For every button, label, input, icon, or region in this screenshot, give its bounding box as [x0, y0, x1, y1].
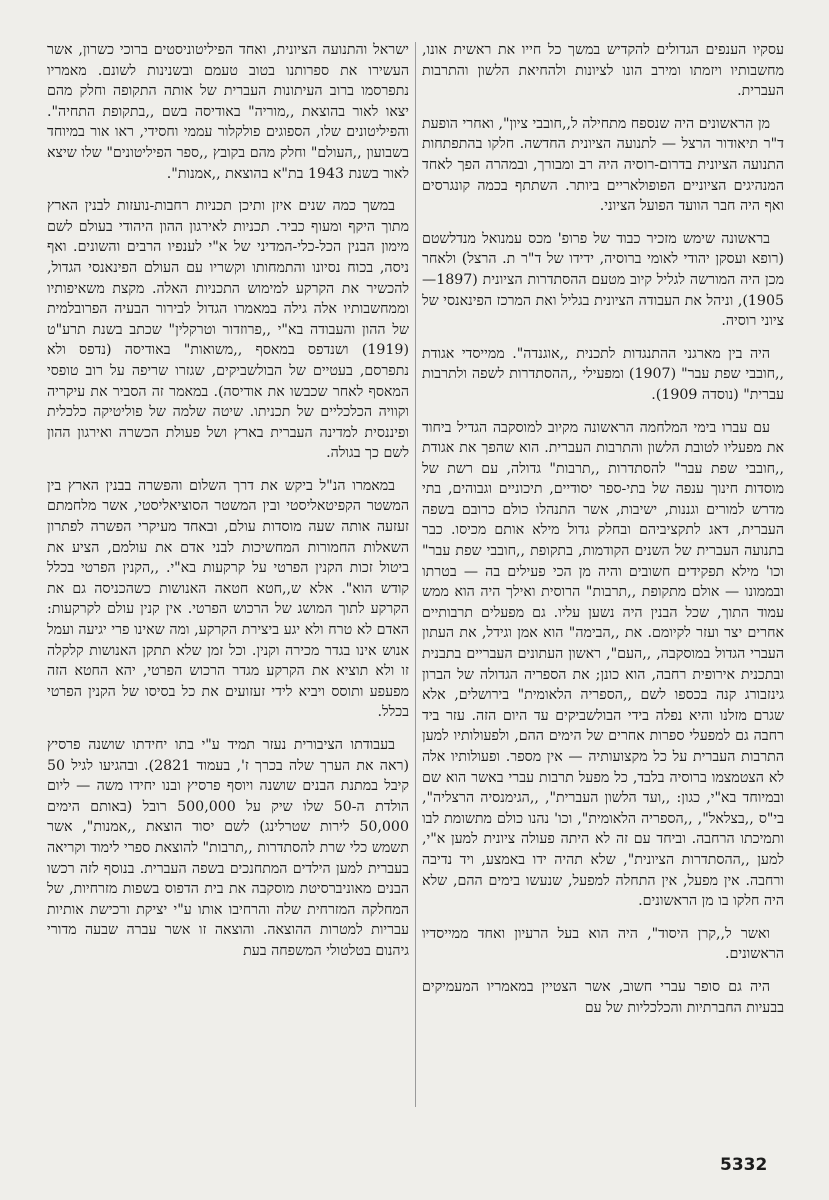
page-number: 5332 — [720, 1155, 768, 1175]
column-divider — [415, 42, 416, 1107]
text-column-left — [47, 40, 409, 1110]
paragraph: עם עברו בימי המלחמה הראשונה מקיוב למוסקבה הגדיל ביחוד את מפעליו לטובת הלשון והתרבות העברית. הוא שהפך את אגודת ,,חובבי שפת עבר" להסתדרות ,,תרבות" גדולה, עם רשת של מוסדות חינוך ענפה של בתי-ספר יסודיים, תיכוניים וגבוהים, בתי מדרש למורים וגננות, ישיבות, אשר התנהלו כולם כרובם בשפה העברית, דאג לתקציביהם ובחלק גדול מילא אותם מכיסו. כבר בתנועה העברית של השנים הקודמות, בתקופת ,,חובבי שפת עבר" וכו' מילא תפקידים חשובים והיה מן הכי פעילים בה — בטרתו ובממונו — אולם מתקופת ,,תרבות" הרוסית ואילך היה הוא ממש עמוד התוך, שכל הבנין היה נשען עליו. גם מפעלים תרבותיים אחרים יצר ועזר לקיומם. את ,,הבימה" הוא אמן וגידל, את העתון העברי הגדול במוסקבה, ,,העם", ראשון העתונים העבריים בתבנית ובתכנית אירופית רחבה, הוא כונן; את הספריה הגדולה של הברון גינזבורג קנה בכספו לשם ,,הספריה הלאומית" בירושלים, אלא שגרם מזלנו והיא נפלה בידי הבולשביקים עד היום הזה. עזר ביד רחבה גם למפעלי ספרות אחרים של הימים ההם, ולפעולותיו למען התרבות העברית על כל מקצועותיה — אין מספר. ופעולותיו אלה לא הצטמצמו ברוסיה בלבד, כל מפעל תרבות עברי באשר הוא שם ובמיוחד בא"י, כגון: ,,ועד הלשון העברית", ,,הגימנסיה הרצליה", בי"ס ,,בצלאל", ,,הספריה הלאומית", וכו' נהנו כולם מתשומת לבו ותמיכתו הרחבה. וביחד עם זה לא היתה פעולה ציונית למען א"י, למען ,,ההסתדרות הציונית", שלא תהיה ידו באמצע, ויד נדיבה ורחבה. אין מפעל, אין התחלה למפעל, שנעשו בימים ההם, שלא היה חלקו בו מן הראשונים. — [422, 419, 784, 910]
paragraph: במשך כמה שנים איזן ותיכן תכניות רחבות-נועזות לבנין הארץ מתוך היקף ומעוף כביר. תכניות לאירגון ההון היהודי בעולם לשם מימון הבנין הכל-כלי-המדיני של א"י לענפיו הרבים והשונים. ואף ניסה, בכוח נסיונו והתמחותו וקשריו עם העולם הפינאנסי הגדול, להכשיר את הקרקע למימוש התכניות האלה. מקצת משאיפותיו וממחשבותיו אלה גילה במאמרו הגדול לבירור הבעיה הפרובלמית של ההון והעבודה בא"י ,,פרוזדור וטרקלין" שכתב בשנת תרע"ט (1919) ושנדפס במאסף ,,משואות" באודיסה (נדפס ולא נתפרסם, בעטיים של הבולשביקים, שגזרו שריפה על רוב טופסי המאסף לאחר שכבשו את אודיסה). במאמר זה הסביר את עיקריה וקוויה הכלכליים של תכניתו. שיטה שלמה של פוליטיקה כלכלית ופיננסית למדינה העברית בארץ ושל פעולת הכשרה ואירגון ההון לשם כך בגולה. — [47, 198, 409, 462]
paragraph: בעבודתו הציבורית נעזר תמיד ע"י בתו יחידתו שושנה פרסיץ (ראה את הערך שלה בכרך ז', בעמוד 2821). ובהגיעו לגיל 50 קיבל במתנת הבנים שושנה ויוסף פרסיץ ובנו יחידו משה — ליום הולדת ה-50 שלו שיק על 500,000 רובל (באותם הימים 50,000 לירות שטרלינג) לשם יסוד הוצאת ,,אמנות", אשר תשמש כלי שרת להסתדרות ,,תרבות" להוצאת ספרי לימוד וקריאה בעברית למען הילדים המתחנכים בשפה העברית. בנוסף לזה רכשו הבנים מאוניברסיטת מוסקבה את בית הדפוס בשפות מזרחיות, של המחלקה המזרחית שלה והרחיבו אותו ע"י יציקת ורכישת אותיות עבריות למטרות ההוצאה. והוצאה זו אשר עברה שבעה מדורי גיהנום בטלטולי המשפחה בעת — [47, 737, 409, 959]
paragraph: בראשונה שימש מזכיר כבוד של פרופ' מכס עמנואל מנדלשטם (רופא ועסקן יהודי לאומי ברוסיה, ידידו של ד"ר ת. הרצל) ולאחר מכן היה המורשה לגליל קיוב מטעם ההסתדרות הציונית (1897—1905), וניהל את העבודה הציונית בגליל ואת המרכז הפינאנסי של ציוני רוסיה. — [422, 230, 784, 330]
paragraph: ישראל והתנועה הציונית, ואחד הפיליטוניסטים ברוכי כשרון, אשר העשירו את ספרותנו בטוב טעמם ובשנינות לשונם. מאמריו נתפרסמו ברוב העיתונות העברית של אותה התקופה וחלק מהם יצאו לאור בהוצאת ,,מוריה" באודיסה בשם ,,בתקופת התחיה". והפיליטונים שלו, הספוגים פולקלור עממי וחסידי, ראו אור במיוחד בשבועון ,,העולם" וחלק מהם בקובץ ,,ספר הפיליטונים" שלו שיצא לאור בשנת 1943 בת"א בהוצאת ,,אמנות". — [47, 42, 409, 182]
paragraph: עסקיו הענפים הגדולים להקדיש במשך כל חייו את ראשית אונו, מחשבותיו ויזמתו ומירב הונו לציונות ולהחיאת הלשון והתרבות העברית. — [422, 42, 784, 100]
paragraph: במאמרו הנ"ל ביקש את דרך השלום והפשרה בבנין הארץ בין המשטר הקפיטאליסטי ובין המשטר הסוציאליסטי, אשר מלחמתם זעזעה אותה שעה מוסדות עולם, ובאחד מעיקרי הפשרה לפתרון השאלות החמורות המחשיכות לבני אדם את עולמם, הציע את ביטול זכות הקנין הפרטי על קרקעות בא"י. ,,הקנין הפרטי בכלל קודש הוא". אלא ש,,חטא חטאה האנושות כשהכניסה גם את הקרקע לתוך המושג של הרכוש הפרטי. אין קנין עולם לקרקעות: האדם לא טרח ולא יגע ביצירת הקרקע, ומה שאינו פרי יגיעה ועמל אנוש אינו בגדר מכירה וקנין. וכל זמן שלא תתקן האנושות קלקלה זו ולא תוציא את הקרקע מגדר הרכוש הפרטי, יהא החטא הזה מפעפע ותוסס ויביא לידי זעזועים את כל בסיסו של הקנין הפרטי בכלל. — [47, 477, 409, 721]
paragraph: מן הראשונים היה שנספח מתחילה ל,,חובבי ציון", ואחרי הופעת ד"ר תיאודור הרצל — לתנועה הציונית החדשה. חלקו בהתפתחות התנועה הציונית בדרום-רוסיה היה רב ומבורך, ובמהרה הפך לאחד המנהיגים הציוניים הפופולאריים ביותר. השתתף בכמה קונגרסים ואף היה חבר הוועד הפועל הציוני. — [422, 115, 784, 215]
paragraph: היה גם סופר עברי חשוב, אשר הצטיין במאמריו המעמיקים בבעיות החברתיות והכלכליות של עם — [422, 978, 784, 1016]
paragraph: ואשר ל,,קרן היסוד", היה הוא בעל הרעיון ואחד ממייסדיו הראשונים. — [422, 925, 784, 963]
paragraph: היה בין מארגני ההתנגדות לתכנית ,,אוגנדה". ממייסדי אגודת ,,חובבי שפת עבר" (1907) ומפעילי ,,ההסתדרות לשפה ולתרבות עברית" (נוסדה 1909). — [422, 345, 784, 403]
text-column-right — [422, 40, 784, 1110]
